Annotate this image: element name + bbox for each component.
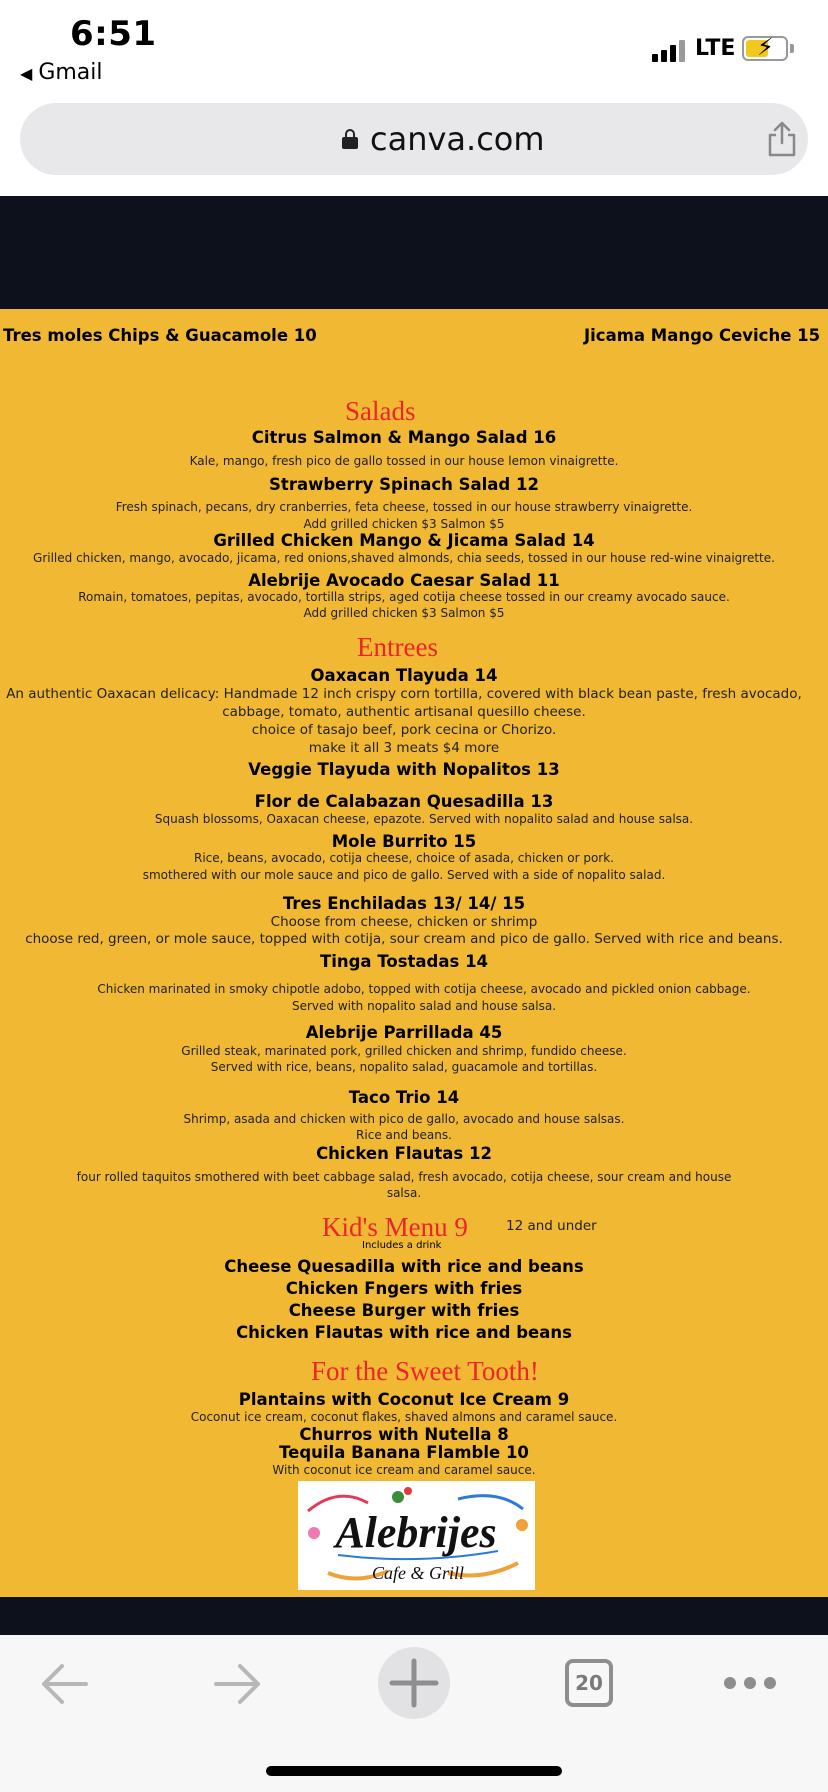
kids-menu-item: Chicken Fngers with fries	[285, 1279, 523, 1298]
forward-arrow-icon[interactable]	[212, 1661, 264, 1707]
dessert-item: Plantains with Coconut Ice Cream 9	[238, 1390, 570, 1409]
status-bar	[0, 0, 828, 95]
menu-item: Oaxacan Tlayuda 14	[310, 666, 498, 685]
appetizer-left: Tres moles Chips & Guacamole 10	[3, 326, 317, 345]
kids-menu-item: Cheese Quesadilla with rice and beans	[224, 1257, 584, 1276]
back-app-label: Gmail	[38, 60, 103, 85]
menu-item: Taco Trio 14	[348, 1088, 460, 1107]
item-description: Served with rice, beans, nopalito salad, guacamole and tortillas.	[210, 1060, 598, 1074]
menu-item: Citrus Salmon & Mango Salad 16	[251, 428, 557, 447]
salads-heading: Salads	[345, 396, 416, 426]
menu-item: Tres Enchiladas 13/ 14/ 15	[282, 894, 526, 913]
dessert-item: Churros with Nutella 8	[299, 1425, 509, 1444]
menu-item: Alebrije Parrillada 45	[305, 1023, 503, 1042]
address-bar[interactable]	[20, 103, 808, 175]
item-description: Grilled steak, marinated pork, grilled chicken and shrimp, fundido cheese.	[181, 1044, 627, 1058]
item-description: Fresh spinach, pecans, dry cranberries, feta cheese, tossed in our house strawberry vinaigrette.	[115, 500, 693, 514]
kids-age-note: 12 and under	[506, 1218, 597, 1234]
alebrijes-logo	[298, 1481, 535, 1590]
plus-icon	[378, 1647, 450, 1719]
item-description: Add grilled chicken $3 Salmon $5	[303, 606, 505, 620]
item-description: four rolled taquitos smothered with beet cabbage salad, fresh avocado, cotija cheese, sour cream and house	[76, 1170, 732, 1184]
item-description: Rice, beans, avocado, cotija cheese, choice of asada, chicken or pork.	[194, 851, 614, 865]
back-triangle-icon: ◀	[20, 64, 33, 83]
item-description: An authentic Oaxacan delicacy: Handmade 12 inch crispy corn tortilla, covered with black bean paste, fresh avocado,	[6, 686, 802, 702]
kids-drink-note: Includes a drink	[362, 1240, 442, 1251]
lock-icon	[342, 129, 358, 149]
item-description: cabbage, tomato, authentic artisanal quesillo cheese.	[222, 704, 586, 720]
menu-item: Veggie Tlayuda with Nopalitos 13	[248, 760, 560, 779]
kids-menu-heading: Kid's Menu 9	[322, 1212, 468, 1242]
back-arrow-icon[interactable]	[38, 1661, 90, 1707]
item-description: Grilled chicken, mango, avocado, jicama, red onions,shaved almonds, chia seeds, tossed in our house red-wine vinaigrette.	[33, 551, 775, 565]
page-footer-band	[0, 1597, 828, 1635]
kids-menu-item: Chicken Flautas with rice and beans	[236, 1323, 572, 1342]
item-description: Shrimp, asada and chicken with pico de gallo, avocado and house salsas.	[183, 1112, 625, 1126]
item-description: Kale, mango, fresh pico de gallo tossed in our house lemon vinaigrette.	[189, 454, 619, 468]
menu-item: Tinga Tostadas 14	[319, 952, 489, 971]
item-description: choice of tasajo beef, pork cecina or Chorizo.	[251, 722, 557, 738]
back-to-gmail-link[interactable]	[20, 60, 103, 85]
kids-menu-item: Cheese Burger with fries	[288, 1301, 520, 1320]
item-description: Served with nopalito salad and house salsa.	[291, 999, 557, 1013]
menu-item: Chicken Flautas 12	[316, 1144, 492, 1163]
item-description: salsa.	[386, 1186, 422, 1200]
url-text: canva.com	[370, 120, 545, 158]
item-description: With coconut ice cream and caramel sauce.	[272, 1463, 536, 1477]
item-description: make it all 3 meats $4 more	[308, 740, 500, 756]
logo-subtitle: Cafe & Grill	[371, 1563, 465, 1583]
battery-icon	[742, 33, 788, 61]
menu-item: Alebrije Avocado Caesar Salad 11	[248, 571, 560, 590]
item-description: choose red, green, or mole sauce, topped with cotija, sour cream and pico de gallo. Served with rice and beans.	[25, 931, 783, 947]
cellular-signal-icon	[652, 38, 688, 62]
logo-title: Alebrijes	[335, 1508, 497, 1557]
clock: 6:51	[70, 14, 157, 54]
item-description: Squash blossoms, Oaxacan cheese, epazote. Served with nopalito salad and house salsa.	[154, 812, 694, 826]
dessert-item: Tequila Banana Flamble 10	[279, 1443, 529, 1462]
charging-bolt-icon: ⚡	[757, 33, 774, 61]
more-options-icon[interactable]	[722, 1671, 778, 1695]
item-description: Coconut ice cream, coconut flakes, shaved almons and caramel sauce.	[190, 1410, 618, 1424]
entrees-heading: Entrees	[357, 632, 438, 662]
tab-count-button[interactable]: 20	[565, 1659, 613, 1707]
share-icon[interactable]	[766, 121, 798, 157]
item-description: smothered with our mole sauce and pico de gallo. Served with a side of nopalito salad.	[142, 868, 666, 882]
home-indicator	[266, 1766, 562, 1776]
network-type: LTE	[695, 36, 736, 61]
item-description: Choose from cheese, chicken or shrimp	[270, 914, 538, 930]
new-tab-button[interactable]	[378, 1647, 450, 1719]
menu-item: Grilled Chicken Mango & Jicama Salad 14	[213, 531, 595, 550]
menu-item: Mole Burrito 15	[331, 832, 477, 851]
item-description: Romain, tomatoes, pepitas, avocado, tortilla strips, aged cotija cheese tossed in our creamy avocado sauce.	[78, 590, 730, 604]
restaurant-menu	[0, 309, 828, 1597]
appetizer-right: Jicama Mango Ceviche 15	[584, 326, 821, 345]
menu-item: Strawberry Spinach Salad 12	[269, 475, 539, 494]
item-description: Rice and beans.	[356, 1128, 452, 1142]
menu-item: Flor de Calabazan Quesadilla 13	[254, 792, 554, 811]
dessert-heading: For the Sweet Tooth!	[311, 1356, 539, 1386]
item-description: Chicken marinated in smoky chipotle adobo, topped with cotija cheese, avocado and pickled onion cabbage.	[97, 982, 751, 996]
item-description: Add grilled chicken $3 Salmon $5	[303, 517, 505, 531]
page-header-band	[0, 196, 828, 309]
